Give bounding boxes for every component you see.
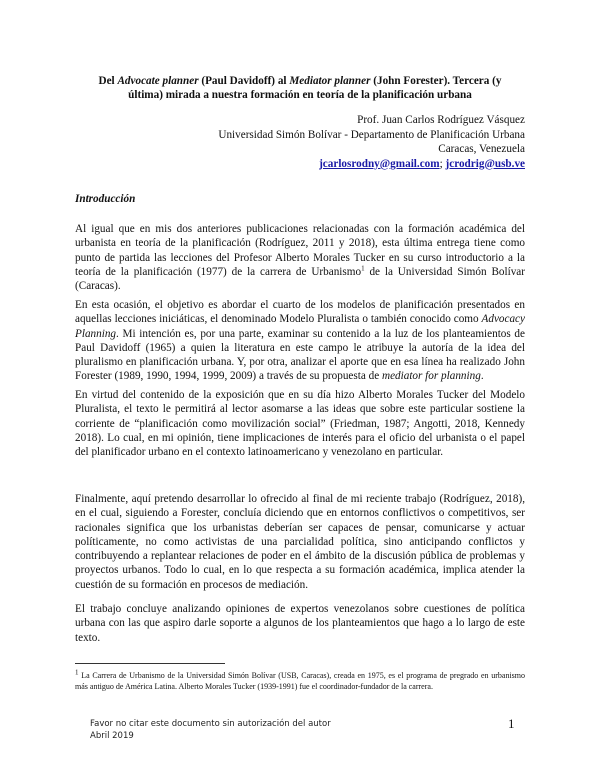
paragraph-3: En virtud del contenido de la exposición que en su día hizo Alberto Morales Tucker del Modelo Pluralista, el texto le permitirá al lector asomarse a las ideas que sobre este particular sostiene la corriente de “planificación como movilización social” (Friedman, 1987; Angotti, 2018, Kennedy 2018). Lo cual, en mi opinión, tiene implicaciones de interés para el oficio del urbanista o el papel del planificador urbano en el contexto latinoamericano y venezolano en particular. xyxy=(75,389,525,459)
paragraph-2 xyxy=(75,298,525,384)
paragraph-4: Finalmente, aquí pretendo desarrollar lo ofrecido al final de mi reciente trabajo (Rodríguez, 2018), en el cual, siguiendo a Forester, concluía diciendo que en entornos conflictivos o competitivos, ser racionales significa que los urbanistas deberían ser capaces de pensar, comunicarse y actuar políticamente, no como activistas de una parcialidad política, sino anticipando conflictos y contribuyendo a replantear relaciones de poder en el ámbito de la discusión pública de problemas y proyectos urbanos. Todo lo cual, en lo que respecta a su formación académica, implica atender la cuestión de su formación en procesos de mediación. xyxy=(75,493,525,591)
footnote-1 xyxy=(75,670,525,692)
paragraph-text: . xyxy=(480,370,484,383)
footnote-ref[interactable]: 1 xyxy=(361,264,365,273)
title-italic-mediator: Mediator planner xyxy=(289,75,371,87)
paragraph-5: El trabajo concluye analizando opiniones de expertos venezolanos sobre cuestiones de política urbana con las que aspiro darle soporte a algunos de los planteamientos que hago a lo largo de este texto. xyxy=(75,603,525,644)
author-name: Prof. Juan Carlos Rodríguez Vásquez xyxy=(357,114,525,126)
author-city: Caracas, Venezuela xyxy=(438,143,525,155)
page-number: 1 xyxy=(508,716,515,731)
paragraph-text: . Mi intención es, por una parte, examinar su contenido a la luz de los planteamientos de Paul Davidoff (1965) a quien la literatura en este campo le atribuye la autoría de la idea del pluralismo en planificación urbana. Y, por otra, analizar el aporte que en esa línea ha realizado John Forester (1989, 1990, 1994, 1999, 2009) a través de su propuesta de xyxy=(75,327,525,383)
page-footer xyxy=(90,718,331,742)
footnote-divider xyxy=(75,663,225,664)
author-block xyxy=(218,113,525,171)
title-part: (Paul Davidoff) al xyxy=(198,75,290,87)
title-part: Del xyxy=(98,75,118,87)
author-emails xyxy=(218,157,525,172)
title-part: (John Forester). Tercera (y última) mirada a nuestra formación en teoría de la planificación urbana xyxy=(128,75,502,101)
paragraph-text: En esta ocasión, el objetivo es abordar el cuarto de los modelos de planificación presentados en aquellas lecciones iniciáticas, el denominado Modelo Pluralista o también conocido como xyxy=(75,299,525,326)
section-heading-introduction: Introducción xyxy=(75,193,136,205)
paragraph-1 xyxy=(75,222,525,293)
paragraph-text: Al igual que en mis dos anteriores publicaciones relacionadas con la formación académica del urbanista en teoría de la planificación (Rodríguez, 2011 y 2018), esta última entrega tiene como punto de partida las lecciones del Profesor Alberto Morales Tucker en su curso introductorio a la teoría de la planificación (1977) de la carrera de Urbanismo xyxy=(75,223,525,278)
footer-date: Abril 2019 xyxy=(90,731,134,741)
paragraph-text: de la Universidad Simón Bolívar (Caracas). xyxy=(75,265,525,293)
footnote-number: 1 xyxy=(75,668,79,677)
title-italic-advocate: Advocate planner xyxy=(117,75,199,87)
paper-title xyxy=(80,74,520,102)
email-link-2[interactable]: jcrodrig@usb.ve xyxy=(445,157,525,170)
italic-term: Advocacy Planning xyxy=(75,313,525,340)
footnote-text: La Carrera de Urbanismo de la Universidad Simón Bolívar (USB, Caracas), creada en 1975, es el programa de pregrado en urbanismo más antiguo de América Latina. Alberto Morales Tucker (1939-1991) fue el coordinador-fundador de la carrera. xyxy=(75,671,525,691)
footer-notice: Favor no citar este documento sin autorización del autor xyxy=(90,719,331,729)
email-separator: ; xyxy=(439,157,446,170)
email-link-1[interactable]: jcarlosrodny@gmail.com xyxy=(319,157,440,170)
author-affiliation: Universidad Simón Bolívar - Departamento de Planificación Urbana xyxy=(218,128,525,141)
italic-term: mediator for planning xyxy=(381,370,481,383)
